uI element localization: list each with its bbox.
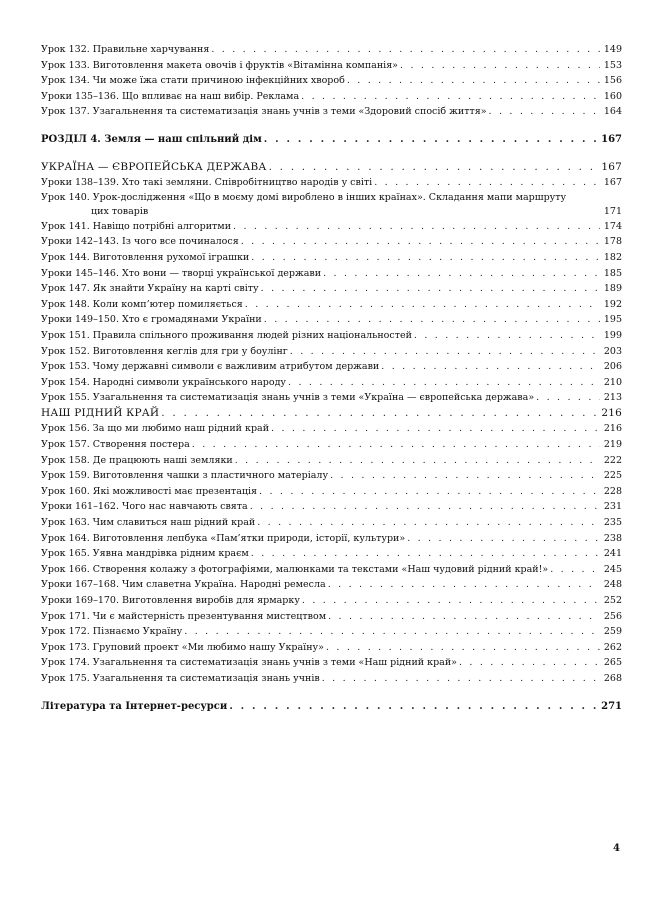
toc-entry-title: Урок 148. Коли комп’ютер помиляється [41, 298, 243, 310]
toc-entry-title: Уроки 145–146. Хто вони — творці української держави [41, 267, 322, 279]
toc-entry-title: Уроки 142–143. Із чого все починалося [41, 236, 239, 248]
toc-entry-title: Уроки 167–168. Чим славетна Україна. Народні ремесла [41, 579, 326, 591]
toc-entry [41, 531, 622, 547]
toc-entry-title: Уроки 138–139. Хто такі земляни. Співробітництво народів у світі [41, 177, 373, 189]
toc-entry [41, 562, 622, 578]
toc-entry [41, 546, 622, 562]
toc-entry-title: Урок 175. Узагальнення та систематизація знань учнів [41, 672, 320, 684]
table-of-contents [41, 42, 622, 714]
toc-entry-title: Урок 160. Які можливості має презентація [41, 485, 258, 497]
toc-entry [41, 624, 622, 640]
toc-entry-page: 192 [603, 298, 622, 310]
toc-entry [41, 375, 622, 391]
toc-entry [41, 390, 622, 406]
toc-entry-title: Урок 133. Виготовлення макета овочів і фруктів «Вітамінна компанія» [41, 59, 398, 71]
literature-page: 271 [601, 700, 622, 712]
toc-entry-page: 235 [603, 517, 622, 529]
toc-entry [41, 104, 622, 120]
toc-entry [41, 219, 622, 235]
toc-entry-title: Урок 166. Створення колажу з фотографіями, малюнками та текстами «Наш чудовий рідний край!» [41, 563, 549, 575]
toc-entry-title: Урок 147. Як знайти Україну на карті світу [41, 283, 259, 295]
toc-entry [41, 515, 622, 531]
toc-entry [41, 344, 622, 360]
toc-entry-title: Урок 171. Чи є майстерність презентування мистецтвом [41, 610, 327, 622]
toc-entry [41, 250, 622, 266]
toc-entry-title: Уроки 149–150. Хто є громадянами України [41, 314, 262, 326]
toc-entry-wrapped [41, 191, 622, 219]
toc-entry-page: 213 [603, 392, 622, 404]
toc-entry [41, 468, 622, 484]
toc-entry-title-line2: цих товарів [91, 205, 149, 217]
toc-entry-page: 160 [603, 90, 622, 102]
toc-heading-native-land [41, 406, 622, 422]
toc-entry-page: 182 [603, 251, 622, 263]
toc-entry-page: 195 [603, 314, 622, 326]
toc-entry [41, 453, 622, 469]
heading-title: НАШ РІДНИЙ КРАЙ [41, 406, 160, 419]
toc-entry-title: Урок 172. Пізнаємо Україну [41, 626, 183, 638]
toc-entry-page: 153 [603, 59, 622, 71]
toc-entry-page: 241 [603, 548, 622, 560]
toc-literature [41, 699, 622, 715]
toc-entry-page: 252 [603, 595, 622, 606]
toc-entry-page: 206 [603, 361, 622, 373]
toc-entry-title: Урок 152. Виготовлення кеглів для гри у боулінг [41, 345, 288, 357]
toc-entry-page: 265 [603, 657, 622, 669]
toc-entry-page: 262 [603, 641, 622, 653]
toc-entry-page: 189 [603, 283, 622, 295]
section-page: 167 [601, 133, 622, 145]
toc-entry [41, 281, 622, 297]
heading-title: УКРАЇНА — ЄВРОПЕЙСЬКА ДЕРЖАВА [41, 160, 267, 173]
toc-entry-title: Урок 164. Виготовлення лепбука «Пам’ятки природи, історії, культури» [41, 532, 406, 544]
toc-entry-title: Урок 155. Узагальнення та систематизація знань учнів з теми «Україна — європейська держава» [41, 392, 535, 404]
toc-entry-title: Уроки 161–162. Чого нас навчають свята [41, 501, 248, 513]
page-number: 4 [613, 843, 620, 854]
toc-entry-title: Урок 159. Виготовлення чашки з пластичного матеріалу [41, 470, 329, 482]
toc-entry [41, 655, 622, 671]
toc-entry-title: Урок 158. Де працюють наші земляки [41, 454, 233, 466]
heading-page: 216 [601, 406, 622, 419]
toc-entry [41, 671, 622, 687]
toc-entry [41, 609, 622, 625]
toc-entry [41, 328, 622, 344]
toc-entry-page: 225 [603, 470, 622, 482]
toc-entry-page: 171 [603, 205, 622, 217]
toc-heading-europe [41, 160, 622, 176]
toc-entry-page: 167 [603, 177, 622, 189]
toc-entry-title: Урок 174. Узагальнення та систематизація знань учнів з теми «Наш рідний край» [41, 657, 457, 669]
toc-entry-page: 203 [603, 345, 622, 357]
toc-entry [41, 73, 622, 89]
toc-entry-title: Урок 173. Груповий проект «Ми любимо нашу Україну» [41, 641, 324, 653]
toc-entry [41, 89, 622, 105]
toc-entry-page: 210 [603, 376, 622, 388]
toc-entry-page: 259 [603, 626, 622, 638]
toc-entry-page: 174 [603, 220, 622, 232]
toc-block-health [41, 42, 622, 120]
toc-entry [41, 593, 622, 609]
toc-entry-page: 268 [603, 672, 622, 684]
toc-entry [41, 42, 622, 58]
toc-entry-page: 222 [603, 454, 622, 466]
toc-block-native-land [41, 421, 622, 686]
toc-entry-title: Уроки 135–136. Що впливає на наш вибір. Реклама [41, 90, 300, 102]
toc-entry-page: 238 [603, 532, 622, 544]
toc-entry [41, 421, 622, 437]
toc-entry-title: Урок 165. Уявна мандрівка рідним краєм [41, 548, 249, 560]
toc-block-europe [41, 219, 622, 406]
toc-entry [41, 58, 622, 74]
toc-entry [41, 266, 622, 282]
toc-entry-page: 149 [603, 44, 622, 55]
toc-entry-page: 248 [603, 579, 622, 591]
toc-entry-title: Урок 157. Створення постера [41, 439, 190, 451]
toc-entry [41, 297, 622, 313]
toc-entry-page: 228 [603, 485, 622, 497]
toc-entry-title: Урок 154. Народні символи українського народу [41, 376, 287, 388]
toc-entry-title: Урок 144. Виготовлення рухомої іграшки [41, 251, 250, 263]
toc-entry [41, 640, 622, 656]
toc-entry-title: Урок 156. За що ми любимо наш рідний край [41, 423, 270, 435]
toc-entry-title: Урок 153. Чому державні символи є важливим атрибутом держави [41, 361, 380, 373]
toc-entry-page: 199 [603, 329, 622, 341]
toc-entry [41, 499, 622, 515]
toc-entry [41, 577, 622, 593]
toc-entry-page: 219 [603, 439, 622, 451]
toc-entry [41, 484, 622, 500]
toc-entry [41, 312, 622, 328]
toc-entry-title: Урок 141. Навіщо потрібні алгоритми [41, 220, 232, 232]
toc-entry-page: 245 [603, 563, 622, 575]
heading-page: 167 [601, 160, 622, 173]
toc-entry-title: Урок 163. Чим славиться наш рідний край [41, 517, 256, 529]
toc-entry-page: 156 [603, 75, 622, 87]
toc-entry-title: Урок 134. Чи може їжа стати причиною інфекційних хвороб [41, 75, 345, 87]
toc-entry [41, 437, 622, 453]
toc-entry [41, 175, 622, 191]
toc-entry-title-line1: Урок 140. Урок-дослідження «Що в моєму домі вироблено в інших країнах». Складання мапи маршруту [41, 191, 567, 203]
toc-entry-page: 231 [603, 501, 622, 513]
toc-entry-title: Урок 137. Узагальнення та систематизація знань учнів з теми «Здоровий спосіб життя» [41, 106, 487, 118]
toc-entry-title: Уроки 169–170. Виготовлення виробів для ярмарку [41, 595, 300, 606]
section-title: РОЗДІЛ 4. Земля — наш спільний дім [41, 133, 262, 145]
toc-entry-page: 164 [603, 106, 622, 118]
toc-entry [41, 359, 622, 375]
literature-title: Література та Інтернет-ресурси [41, 700, 228, 712]
toc-entry-page: 185 [603, 267, 622, 279]
toc-entry-title: Урок 151. Правила спільного проживання людей різних національностей [41, 329, 412, 341]
toc-entry-page: 216 [603, 423, 622, 435]
toc-section-4 [41, 132, 622, 148]
toc-entry-page: 178 [603, 236, 622, 248]
toc-entry-title: Урок 132. Правильне харчування [41, 44, 210, 55]
toc-entry [41, 234, 622, 250]
toc-entry-page: 256 [603, 610, 622, 622]
